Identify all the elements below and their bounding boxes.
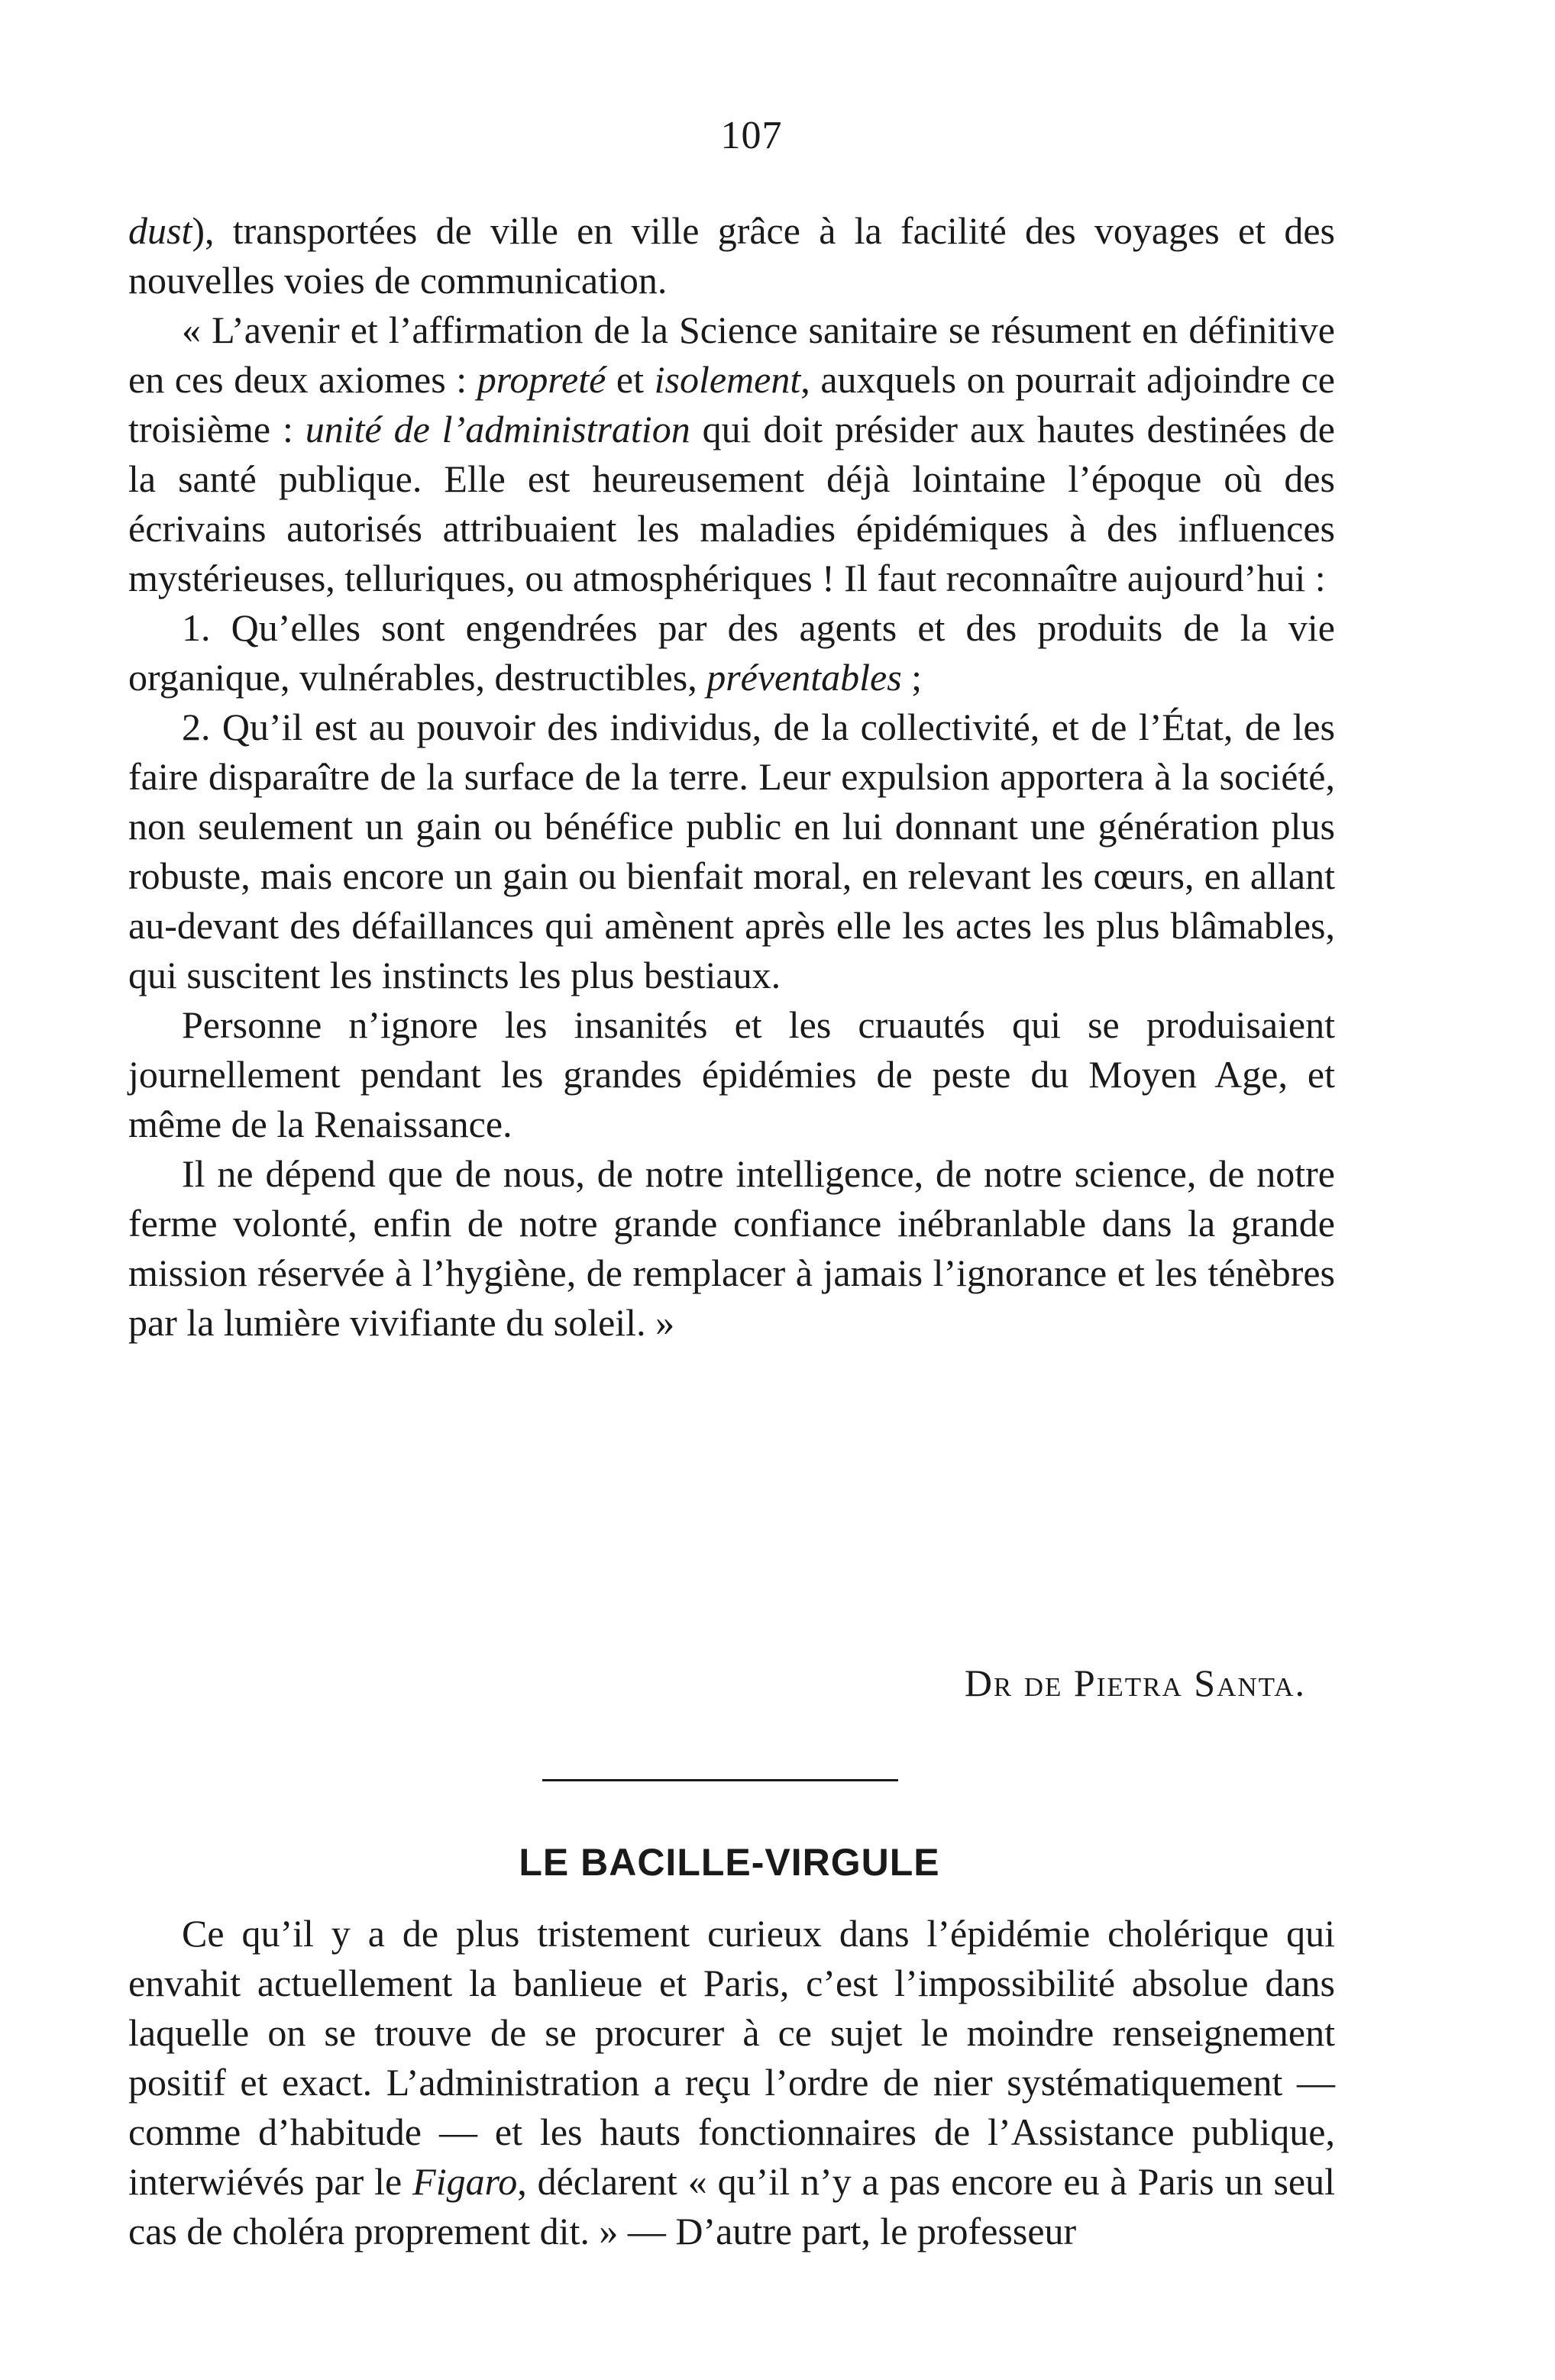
page-number: 107 [720,114,783,157]
continuation-paragraph [128,206,1335,305]
text-run: qui doit présider aux hautes destinées de la santé publique. Elle est heureusement déjà lointaine l’époque où des écrivains autorisés attribuaient les maladies épidémiques à des influences mystérieuses, telluriques, ou atmosphériques ! Il faut reconnaître aujourd’hui : [128,408,1336,599]
article-continuation [128,206,1335,1348]
text-run: ; [901,656,923,699]
quote-paragraph-2: Personne n’ignore les insanités et les cruautés qui se produisaient journellement pendant les grandes épidémies de peste du Moyen Age, et même de la Renaissance. [128,1003,1335,1145]
text-run: , déclarent « qu’il n’y a pas encore eu à Paris un seul cas de choléra proprement dit. » — D’autre part, le professeur [128,2160,1335,2252]
italic-term: unité de l’administration [305,408,690,450]
italic-term: Figaro [412,2160,518,2203]
numbered-item-1 [128,603,1335,702]
text-run: et [606,358,655,401]
italic-word: dust [128,209,192,252]
text-run: « L’avenir et l’affirmation de la Science sanitaire se résument en définitive en ces deux axiomes : [128,308,1335,401]
quote-paragraph-1 [128,305,1335,603]
italic-term: propreté [477,358,606,401]
section-title: LE BACILLE-VIRGULE [519,1841,940,1884]
italic-term: isolement [654,358,801,401]
italic-term: préventables [706,656,902,699]
text-run: 1. Qu’elles sont engendrées par des agents et des produits de la vie organique, vulnérables, destructibles, [128,606,1335,699]
section-body [128,1909,1335,2256]
quote-paragraph-3: Il ne dépend que de nous, de notre intelligence, de notre science, de notre ferme volonté, enfin de notre grande confiance inébranlable dans la grande mission réservée à l’hygiène, de remplacer à jamais l’ignorance et les ténèbres par la lumière vivifiante du soleil. » [128,1152,1335,1344]
text-run: Ce qu’il y a de plus tristement curieux dans l’épidémie cholérique qui envahit actuellement la banlieue et Paris, c’est l’impossibilité absolue dans laquelle on se trouve de se procurer à ce sujet le moindre renseignement positif et exact. L’administration a reçu l’ordre de nier systématiquement — comme d’habitude — et les hauts fonctionnaires de l’Assistance publique, interwiévés par le [128,1912,1335,2203]
section-divider [542,1779,898,1781]
section-paragraph [128,1909,1335,2256]
author-signature: Dr de Pietra Santa. [964,1661,1306,1704]
numbered-item-2: 2. Qu’il est au pouvoir des individus, de la collectivité, et de l’État, de les faire disparaître de la surface de la terre. Leur expulsion apportera à la société, non seulement un gain ou bénéfice public en lui donnant une génération plus robuste, mais encore un gain ou bienfait moral, en relevant les cœurs, en allant au-devant des défaillances qui amènent après elle les actes les plus blâmables, qui suscitent les instincts les plus bestiaux. [128,706,1335,996]
continuation-text: ), transportées de ville en ville grâce à la facilité des voyages et des nouvelles voies de communication. [128,209,1335,302]
text-run: , auxquels on pourrait adjoindre ce troisième : [128,358,1335,450]
